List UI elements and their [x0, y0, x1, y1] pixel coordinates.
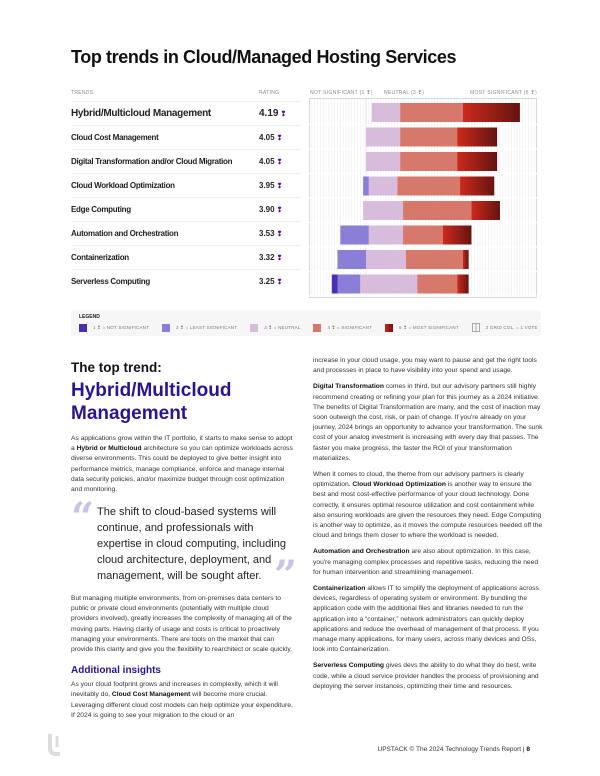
automation-paragraph: Automation and Orchestration are also about optimization. In this case, you're managing complex processes and repetitive tasks, reducing the need for human intervention and streamlining management.	[313, 548, 539, 576]
bar-segment-3	[369, 226, 403, 245]
headline: Hybrid/Multicloud Management	[71, 380, 232, 424]
legend-item-3: 3 ❢ = NEUTRAL	[250, 324, 300, 332]
bar-segment-4	[403, 226, 443, 245]
bar-segment-3	[363, 201, 403, 220]
trend-label: Edge Computing	[71, 205, 131, 214]
bar-segment-5	[460, 177, 494, 196]
stacked-bar-chart	[309, 98, 537, 298]
legend-swatch-5	[385, 324, 393, 332]
digital-transformation-paragraph: Digital Transformation comes in third, but our advisory partners still highly recommend creating or refining your plan for this journey as a 2024 initiative. The benefits of Digital Transformation are many, and the cost of inaction may soon outweigh the cost, risk, or pain of change. If you're already on your journey, 2024 brings an opportunity to advance your transformation. The sunk cost of your analog investment is increasing with every day that passes. The faster you make progress, the faster the ROI of your transformation materializes.	[313, 383, 543, 462]
trend-rating: 3.25 ❢	[259, 277, 283, 286]
column-header-trends: TRENDS	[71, 90, 94, 96]
legend-swatch-3	[250, 324, 258, 332]
insights-paragraph: As your cloud footprint grows and increases in complexity, which it will inevitably do, Cloud Cost Management will become more crucial. Leveraging different cloud cost models can help optimize your expenditure. If 2024 is going to see your migration to the cloud or an	[71, 681, 293, 719]
serverless-paragraph: Serverless Computing gives devs the ability to do what they do best, write code, while a cloud service provider handles the process of provisioning and deploying the server instances, optimizing their time and resources.	[313, 662, 539, 690]
trend-row	[71, 125, 301, 149]
bar-segment-3	[366, 250, 406, 269]
bar-segment-2	[340, 226, 369, 245]
trend-label: Digital Transformation and/or Cloud Migration	[71, 157, 233, 166]
legend-swatch-4	[313, 324, 321, 332]
rating-marker-icon: ❢	[276, 159, 283, 166]
legend-item-1: 1 ❢ = NOT SIGNIFICANT	[79, 324, 149, 332]
bar-segment-5	[463, 250, 469, 269]
legend-item-grid: 2 GRID COL. = 1 VOTE	[472, 323, 538, 332]
trend-row	[71, 197, 301, 221]
bar-segment-5	[443, 226, 472, 245]
intro-paragraph: As applications grow within the IT portfolio, it starts to make sense to adopt a Hybrid or Multicloud architecture so you can optimize workloads across diverse environments. This could be deployed to give better insight into performance metrics, manage compliance, enforce and manage internal data security policies, and/or maximize budget through cost optimization and monitoring.	[71, 435, 293, 494]
trend-label: Containerization	[71, 253, 129, 262]
bar-segment-5	[457, 275, 468, 294]
page-title: Top trends in Cloud/Managed Hosting Services	[71, 47, 457, 67]
trend-rating: 3.95 ❢	[259, 181, 283, 190]
trend-label: Automation and Orchestration	[71, 229, 179, 238]
trend-label: Cloud Cost Management	[71, 133, 159, 142]
bar-segment-3	[366, 152, 400, 171]
rating-marker-icon: ❢	[276, 279, 283, 286]
rating-marker-icon: ❢	[276, 231, 283, 238]
legend-title: LEGEND	[79, 314, 100, 320]
trend-label: Hybrid/Multicloud Management	[71, 108, 211, 119]
trend-rating: 3.32 ❢	[259, 253, 283, 262]
open-quote-icon: “	[71, 494, 95, 541]
trend-label: Serverless Computing	[71, 277, 150, 286]
left-column	[71, 360, 297, 495]
legend-item-4: 4 ❢ = SIGNIFICANT	[313, 324, 372, 332]
trend-row	[71, 245, 301, 269]
bar-segment-4	[400, 152, 457, 171]
legend-swatch-1	[79, 324, 87, 332]
rating-marker-icon: ❢	[276, 183, 283, 190]
managing-paragraph: But managing multiple environments, from on-premises data centers to public or private cloud environments (potentially with multiple cloud providers involved), greatly increases the complexity of managing all of the moving parts. Having clarity of usage and costs is critical to proactively managing your environments. There are tools on the market that can provide this clarity and give you the flexibility to rearchitect or scale quickly.	[71, 595, 293, 654]
bar-segment-4	[397, 177, 460, 196]
bar-segment-4	[400, 103, 463, 122]
trend-row	[71, 101, 301, 125]
trend-rating: 4.05 ❢	[259, 157, 283, 166]
containerization-paragraph: Containerization allows IT to simplify the deployment of applications across devices, regardless of operating system or environment. By bundling the application code with the additional files and libraries needed to run the application into a “container,” network administrators can quickly deploy applications and reduce the overhead of management of that process. If you manage many applications, for many users, across many devices and OSs, look into Containerization.	[313, 585, 539, 654]
bar-segment-4	[403, 201, 471, 220]
trend-row	[71, 221, 301, 245]
trend-label: Cloud Workload Optimization	[71, 181, 175, 190]
bar-segment-4	[400, 128, 457, 147]
bar-segment-5	[471, 201, 500, 220]
bar-segment-3	[366, 128, 400, 147]
trend-row	[71, 269, 301, 293]
right-column	[313, 356, 545, 698]
bar-segment-4	[406, 250, 463, 269]
legend-swatch-2	[162, 324, 170, 332]
trend-row	[71, 173, 301, 197]
rating-marker-icon: ❢	[276, 207, 283, 214]
bar-segment-1	[332, 275, 338, 294]
upstack-logo-icon	[47, 732, 63, 756]
page-number: 8	[526, 746, 530, 753]
left-column-lower	[71, 594, 297, 721]
trend-rating: 3.53 ❢	[259, 229, 283, 238]
column-header-rating: RATING	[259, 90, 280, 96]
trend-rating: 3.90 ❢	[259, 205, 283, 214]
legend-item-5: 5 ❢ = MOST SIGNIFICANT	[385, 324, 459, 332]
workload-optimization-paragraph: When it comes to cloud, the theme from our advisory partners is clearly optimization. Cloud Workload Optimization is another way to ensure the best and most cost-effective performance of your cloud technology. Done correctly, it ensures optimal resource utilization and cost containment while also ensuring workloads are given the resources they need. Edge Computing is another way to optimize, as it moves the compute resources needed off the cloud and brings them closer to where the workload is needed.	[313, 471, 543, 540]
bar-segment-2	[363, 177, 369, 196]
bar-segment-2	[338, 250, 367, 269]
bar-segment-5	[463, 103, 520, 122]
bar-segment-4	[417, 275, 457, 294]
quote-text: The shift to cloud-based systems will continue, and professionals with expertise in cloud computing, including cloud architecture, deployment, and management, will be sought after.	[97, 506, 286, 582]
bar-segment-3	[372, 103, 401, 122]
pull-quote	[71, 494, 297, 599]
bar-segment-5	[457, 128, 497, 147]
trend-rating: 4.19 ❢	[259, 108, 287, 119]
bar-segment-5	[457, 152, 497, 171]
chart-legend	[71, 310, 541, 336]
rating-marker-icon: ❢	[276, 135, 283, 142]
bar-segment-3	[360, 275, 417, 294]
additional-insights-heading: Additional insights	[71, 665, 161, 677]
scale-label-mid: NEUTRAL (3 ❢)	[384, 90, 425, 96]
lead-heading: The top trend:	[71, 360, 162, 375]
usage-paragraph: increase in your cloud usage, you may want to pause and get the right tools and processes in place to have visibility into your spend and usage.	[313, 357, 537, 375]
bar-segment-2	[338, 275, 361, 294]
trend-row	[71, 149, 301, 173]
scale-label-low: NOT SIGNIFICANT (1 ❢)	[310, 90, 373, 96]
legend-item-2: 2 ❢ = LEAST SIGNIFICANT	[162, 324, 237, 332]
close-quote-icon: ”	[273, 552, 297, 599]
rating-marker-icon: ❢	[276, 255, 283, 262]
bar-segment-3	[369, 177, 398, 196]
page-footer: UPSTACK © The 2024 Technology Trends Report | 8	[377, 746, 530, 753]
grid-column-icon	[472, 323, 480, 332]
trend-rating: 4.05 ❢	[259, 133, 283, 142]
rating-marker-icon: ❢	[280, 111, 287, 118]
scale-label-high: MOST SIGNIFICANT (5 ❢)	[470, 90, 537, 96]
